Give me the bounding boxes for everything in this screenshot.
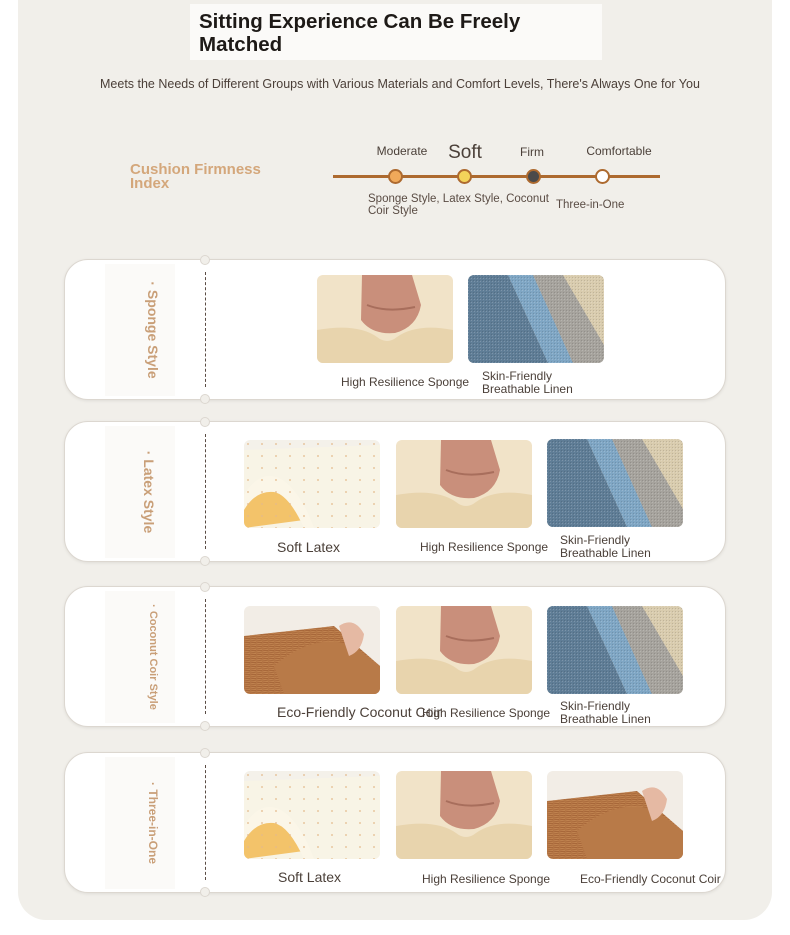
sponge-image (396, 440, 532, 528)
notch (200, 255, 210, 265)
level-comfortable: Comfortable (586, 144, 652, 158)
style-card-three-in-one (64, 752, 726, 893)
material-label: High Resilience Sponge (420, 540, 549, 554)
card-side-panel (105, 591, 175, 723)
material-label: High Resilience Sponge (341, 375, 470, 389)
sponge-image (317, 275, 453, 363)
style-card-latex (64, 421, 726, 562)
card-side-panel (105, 264, 175, 396)
moderate-dot (388, 169, 403, 184)
material-label: Skin-Friendly Breathable Linen (482, 369, 573, 396)
material-label: Eco-Friendly Coconut Coir (580, 872, 721, 886)
linen-image (468, 275, 604, 363)
comfortable-dot (595, 169, 610, 184)
notch (200, 417, 210, 427)
latex-image (244, 771, 380, 859)
dashed-divider (205, 765, 206, 880)
sponge-image (396, 771, 532, 859)
material-label: Soft Latex (277, 539, 341, 555)
material-label: Eco-Friendly Coconut Coir (277, 704, 442, 720)
card-side-panel (105, 426, 175, 558)
level-moderate: Moderate (376, 144, 428, 158)
page-subtitle: Meets the Needs of Different Groups with Various Materials and Comfort Levels, There's Always One for You (100, 77, 700, 91)
latex-image (244, 440, 380, 528)
soft-dot (457, 169, 472, 184)
range-left-text: Sponge Style, Latex Style, Coconut Coir Style (368, 193, 549, 217)
range-right-text: Three-in-One (556, 199, 625, 211)
notch (200, 748, 210, 758)
dashed-divider (205, 434, 206, 549)
style-card-sponge (64, 259, 726, 400)
coconut-coir-image (547, 771, 683, 859)
notch (200, 394, 210, 404)
sponge-image (396, 606, 532, 694)
material-label: Skin-Friendly Breathable Linen (560, 533, 651, 560)
page-title: Sitting Experience Can Be Freely Matched (199, 10, 521, 56)
notch (200, 556, 210, 566)
scale-line (333, 175, 660, 178)
material-label: High Resilience Sponge (422, 706, 551, 720)
style-label: · Coconut Coir Style (147, 604, 159, 710)
level-soft: Soft (448, 142, 482, 163)
linen-image (547, 606, 683, 694)
style-card-coconut-coir (64, 586, 726, 727)
notch (200, 582, 210, 592)
coconut-coir-image (244, 606, 380, 694)
card-side-panel (105, 757, 175, 889)
style-label: · Latex Style (141, 450, 157, 534)
style-label: · Three-in-One (146, 781, 160, 865)
notch (200, 721, 210, 731)
dashed-divider (205, 272, 206, 387)
dashed-divider (205, 599, 206, 714)
linen-image (547, 439, 683, 527)
level-firm: Firm (520, 145, 544, 159)
material-label: Skin-Friendly Breathable Linen (560, 699, 651, 726)
firmness-index-label: Cushion Firmness Index (130, 161, 261, 192)
notch (200, 887, 210, 897)
material-label: High Resilience Sponge (422, 872, 551, 886)
firm-dot (526, 169, 541, 184)
material-label: Soft Latex (278, 869, 342, 885)
style-label: · Sponge Style (145, 281, 161, 379)
